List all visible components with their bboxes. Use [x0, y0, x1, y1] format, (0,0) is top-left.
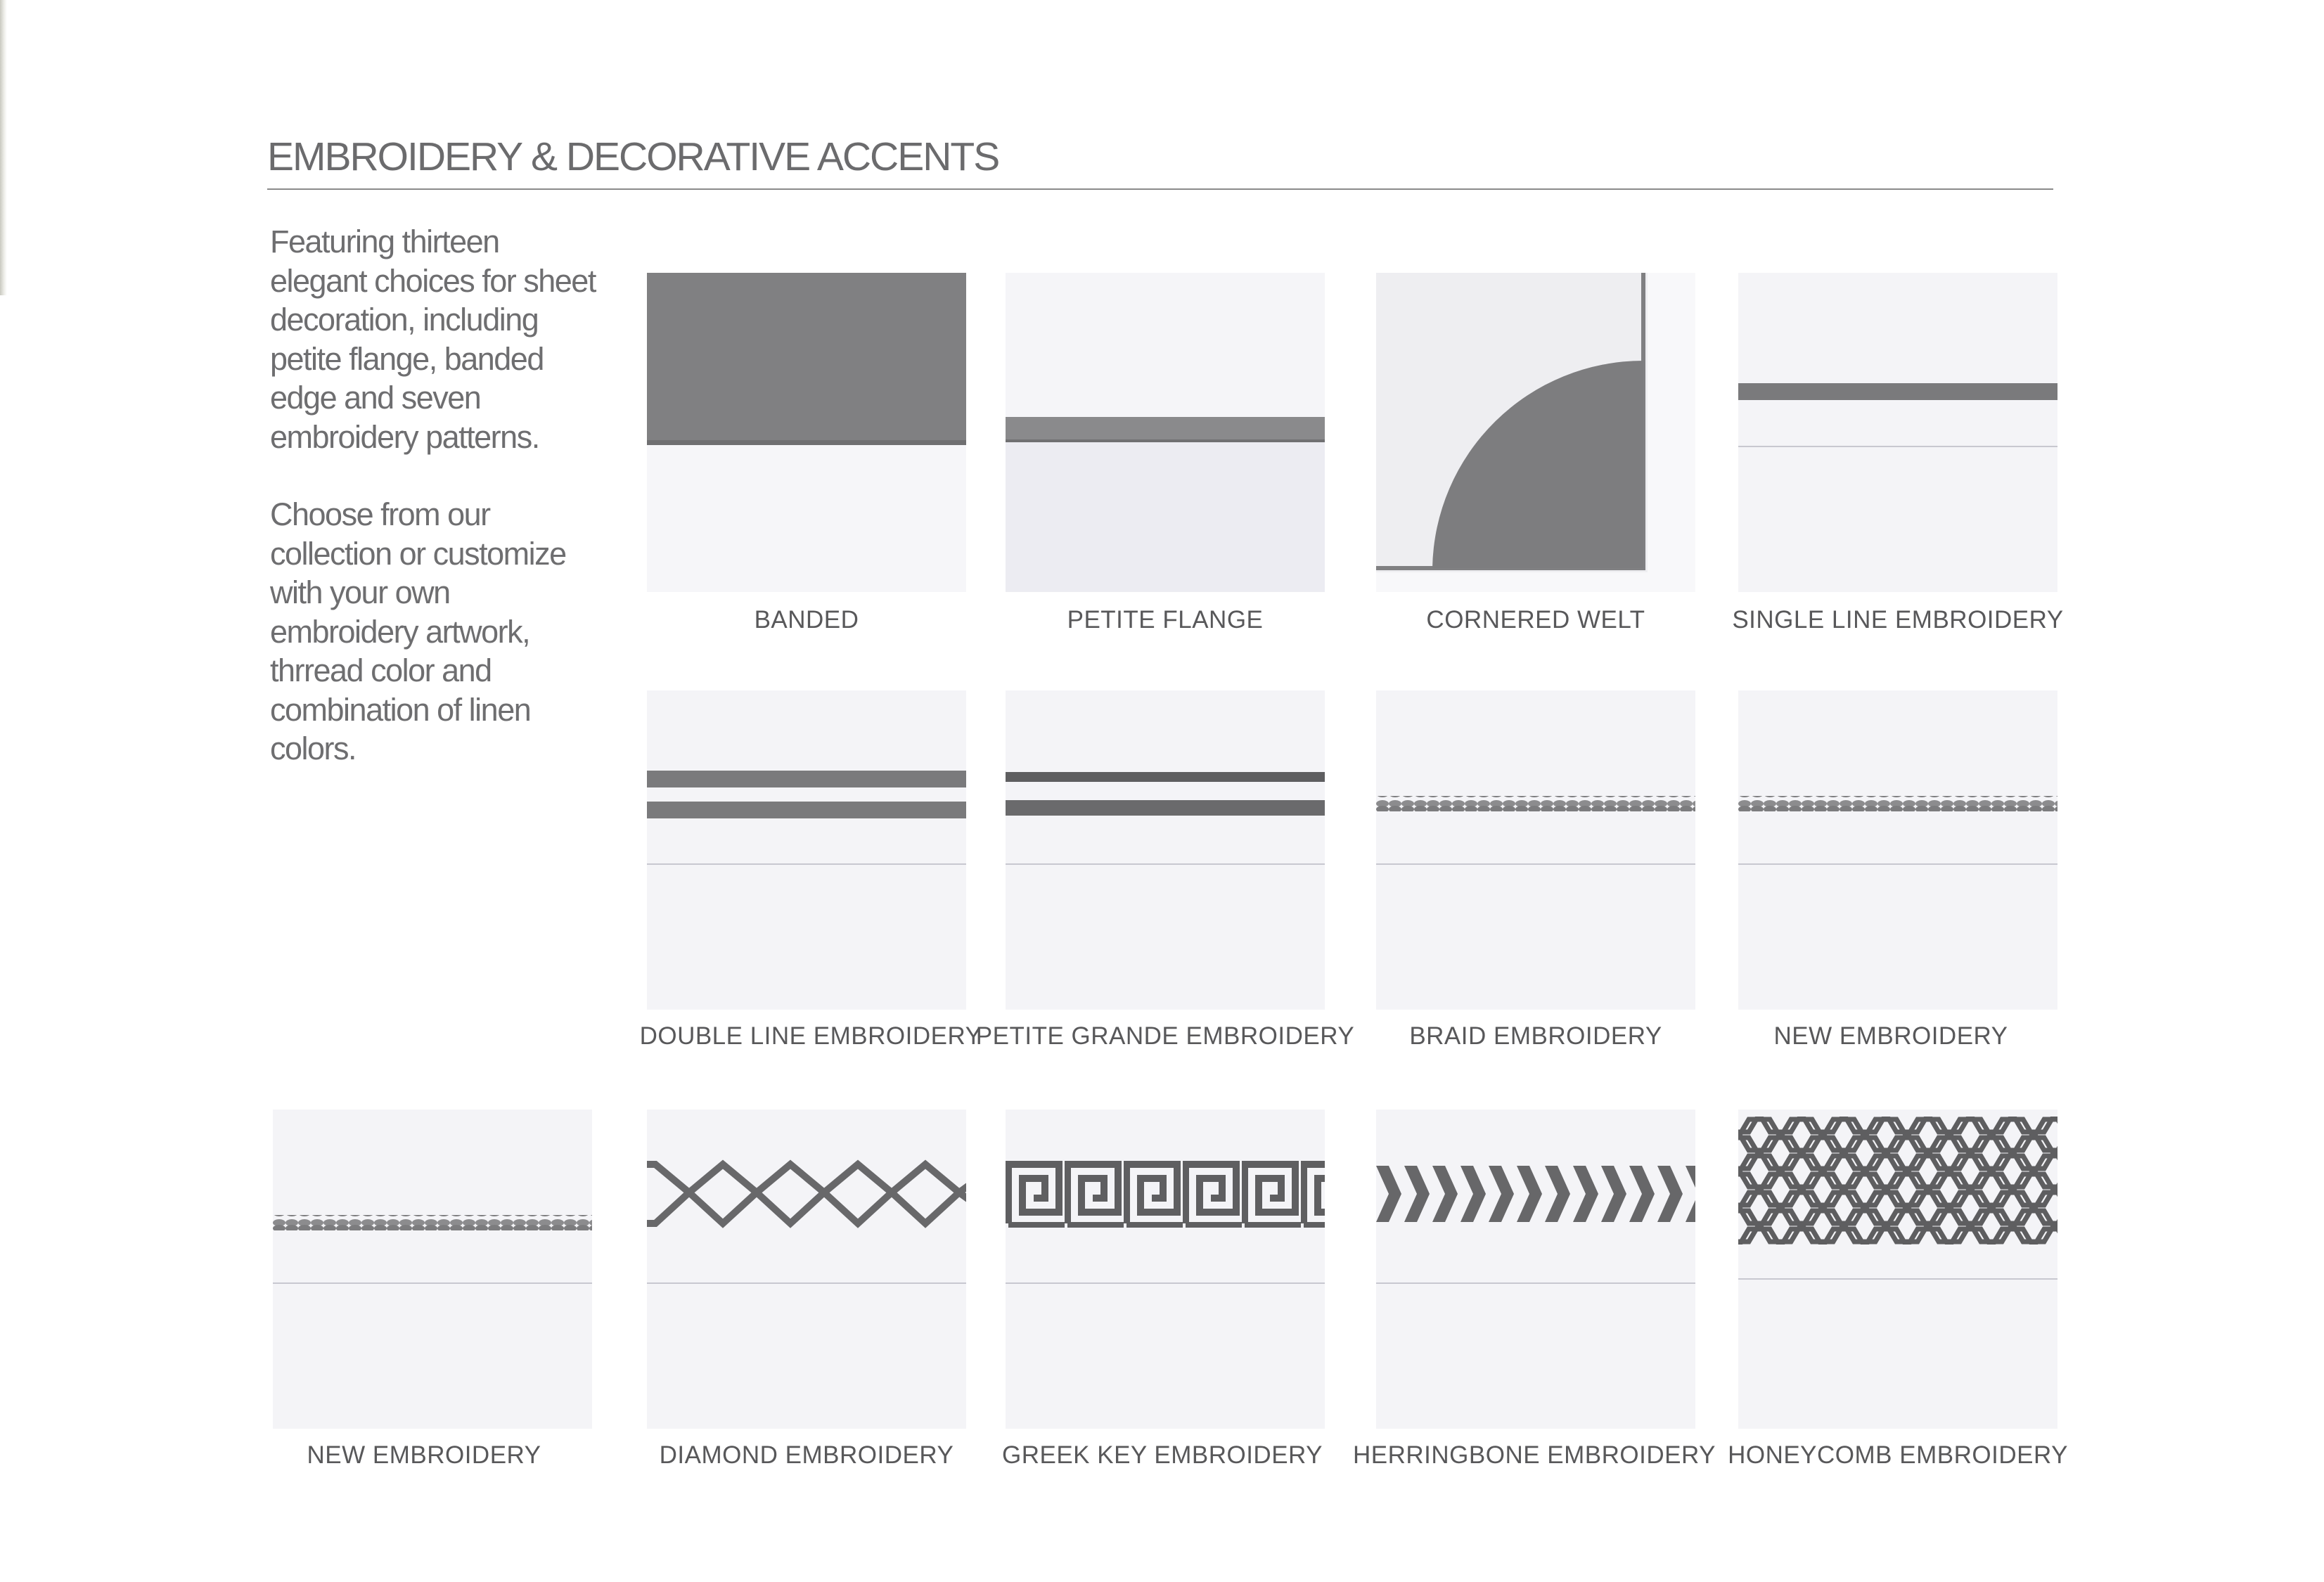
swatch-new-embroidery: [1738, 690, 2057, 1010]
petite-flange-swatch-icon: [1006, 273, 1325, 592]
swatch-label: BANDED: [754, 606, 859, 634]
banded-swatch-icon: [647, 273, 966, 592]
diamond-swatch-icon: [647, 1110, 966, 1429]
greek-key-swatch-icon: [1006, 1110, 1325, 1429]
swatch-diamond: [647, 1110, 966, 1429]
intro-text: [270, 222, 601, 807]
swatch-braid: [1376, 690, 1695, 1010]
swatch-label: PETITE FLANGE: [1067, 606, 1264, 634]
swatch-banded: [647, 273, 966, 592]
honeycomb-swatch-icon: [1738, 1110, 2057, 1429]
swatch-label: DOUBLE LINE EMBROIDERY: [639, 1022, 982, 1050]
swatch-label: NEW EMBROIDERY: [307, 1441, 541, 1469]
title-divider: [267, 188, 2053, 190]
swatch-honeycomb: [1738, 1110, 2057, 1429]
swatch-new-embroidery: [273, 1110, 592, 1429]
swatch-double-line: [647, 690, 966, 1010]
swatch-label: HONEYCOMB EMBROIDERY: [1728, 1441, 2068, 1469]
swatch-petite-grande: [1006, 690, 1325, 1010]
braid-swatch-icon: [273, 1110, 592, 1429]
intro-paragraph-1: Featuring thirteen elegant choices for sheet decoration, including petite flange, banded edge and seven embroidery patterns.: [270, 224, 596, 455]
swatch-label: CORNERED WELT: [1426, 606, 1645, 634]
swatch-label: PETITE GRANDE EMBROIDERY: [975, 1022, 1355, 1050]
swatch-label: BRAID EMBROIDERY: [1409, 1022, 1662, 1050]
swatch-greek-key: [1006, 1110, 1325, 1429]
intro-paragraph-2: Choose from our collection or customize with your own embroidery artwork, thrread color and combination of linen colors.: [270, 496, 566, 766]
cornered-welt-swatch-icon: [1376, 273, 1695, 592]
double-line-swatch-icon: [647, 690, 966, 1010]
petite-grande-swatch-icon: [1006, 690, 1325, 1010]
page-edge-shadow: [0, 0, 7, 295]
swatch-herringbone: [1376, 1110, 1695, 1429]
swatch-label: HERRINGBONE EMBROIDERY: [1353, 1441, 1716, 1469]
page-title: EMBROIDERY & DECORATIVE ACCENTS: [267, 134, 999, 179]
swatch-cornered-welt: [1376, 273, 1695, 592]
herringbone-swatch-icon: [1376, 1110, 1695, 1429]
braid-swatch-icon: [1376, 690, 1695, 1010]
swatch-label: SINGLE LINE EMBROIDERY: [1732, 606, 2064, 634]
swatch-petite-flange: [1006, 273, 1325, 592]
single-line-swatch-icon: [1738, 273, 2057, 592]
braid-swatch-icon: [1738, 690, 2057, 1010]
swatch-label: DIAMOND EMBROIDERY: [659, 1441, 954, 1469]
swatch-label: GREEK KEY EMBROIDERY: [1001, 1441, 1323, 1469]
swatch-label: NEW EMBROIDERY: [1773, 1022, 2008, 1050]
swatch-single-line: [1738, 273, 2057, 592]
